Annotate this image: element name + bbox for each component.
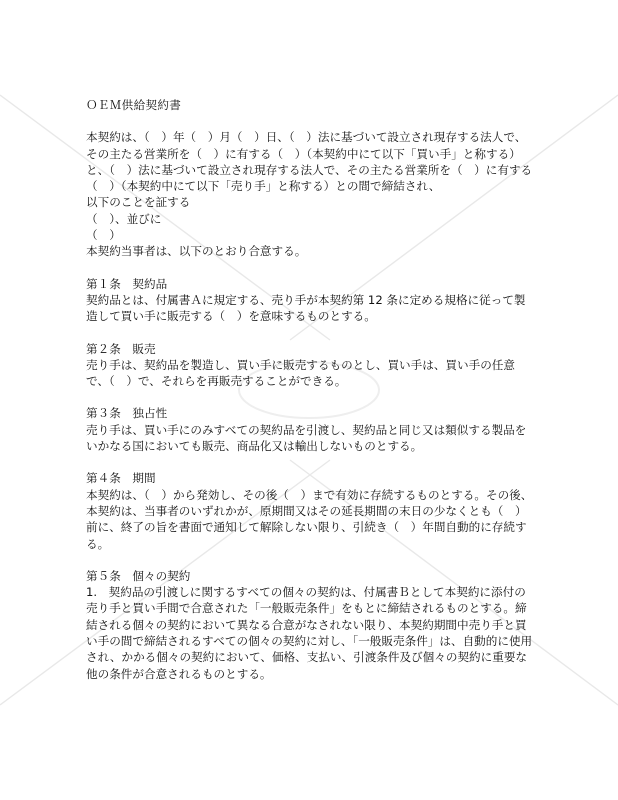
- preamble: [86, 129, 534, 259]
- article-4: [86, 470, 534, 551]
- article-heading: 第４条 期間: [86, 471, 156, 486]
- article-heading: 第１条 契約品: [86, 276, 168, 291]
- preamble-line: 本契約当事者は、以下のとおり合意する。: [86, 244, 307, 259]
- preamble-paragraph: 本契約は、（ ）年（ ）月（ ）日、（ ）法に基づいて設立され現存する法人で、その主たる営業所を（ ）に有する（ ）（本契約中にて以下「買い手」と称する）と、（ ）法に基づいて設立され現存する法人で、その主たる営業所を（ ）に有する（ ）（本契約中にて以下「売り手」と称する）との間で締結され、: [86, 130, 533, 194]
- article-5: [86, 568, 534, 682]
- article-1: [86, 276, 534, 325]
- article-body: 1. 契約品の引渡しに関するすべての個々の契約は、付属書Ｂとして本契約に添付の売り手と買い手間で合意された「一般販売条件」をもとに締結されるものとする。締結される個々の契約において異なる合意がなされない限り、本契約期間中売り手と買い手の間で締結されるすべての個々の契約に対し、「一般販売条件」は、自動的に使用され、かかる個々の契約において、価格、支払い、引渡条件及び個々の契約に重要な他の条件が合意されるものとする。: [86, 585, 533, 681]
- article-3: [86, 405, 534, 454]
- article-body: 売り手は、契約品を製造し、買い手に販売するものとし、買い手は、買い手の任意で、（ ）で、それらを再販売することができる。: [86, 357, 515, 389]
- article-body: 本契約は、（ ）から発効し、その後（ ）まで有効に存続するものとする。その後、本契約は、当事者のいずれかが、原期間又はその延長期間の末日の少なくとも（ ）前に、終了の旨を書面で通知して解除しない限り、引続き（ ）年間自動的に存続する。: [86, 487, 533, 551]
- document-title: ＯＥＭ供給契約書: [86, 98, 182, 112]
- preamble-line: 以下のことを証する: [86, 195, 191, 210]
- article-heading: 第３条 独占性: [86, 406, 168, 421]
- preamble-line: （ ）: [86, 228, 121, 243]
- article-2: [86, 341, 534, 390]
- article-body: 契約品とは、付属書Ａに規定する、売り手が本契約第 12 条に定める規格に従って製造して買い手に販売する（ ）を意味するものとする。: [86, 292, 526, 324]
- article-body: 売り手は、買い手にのみすべての契約品を引渡し、契約品と同じ又は類似する製品をいかなる国においても販売、商品化又は輸出しないものとする。: [86, 422, 527, 454]
- article-heading: 第２条 販売: [86, 341, 156, 356]
- preamble-line: （ ）、並びに: [86, 211, 162, 226]
- document-page: [86, 97, 534, 682]
- article-heading: 第５条 個々の契約: [86, 568, 191, 583]
